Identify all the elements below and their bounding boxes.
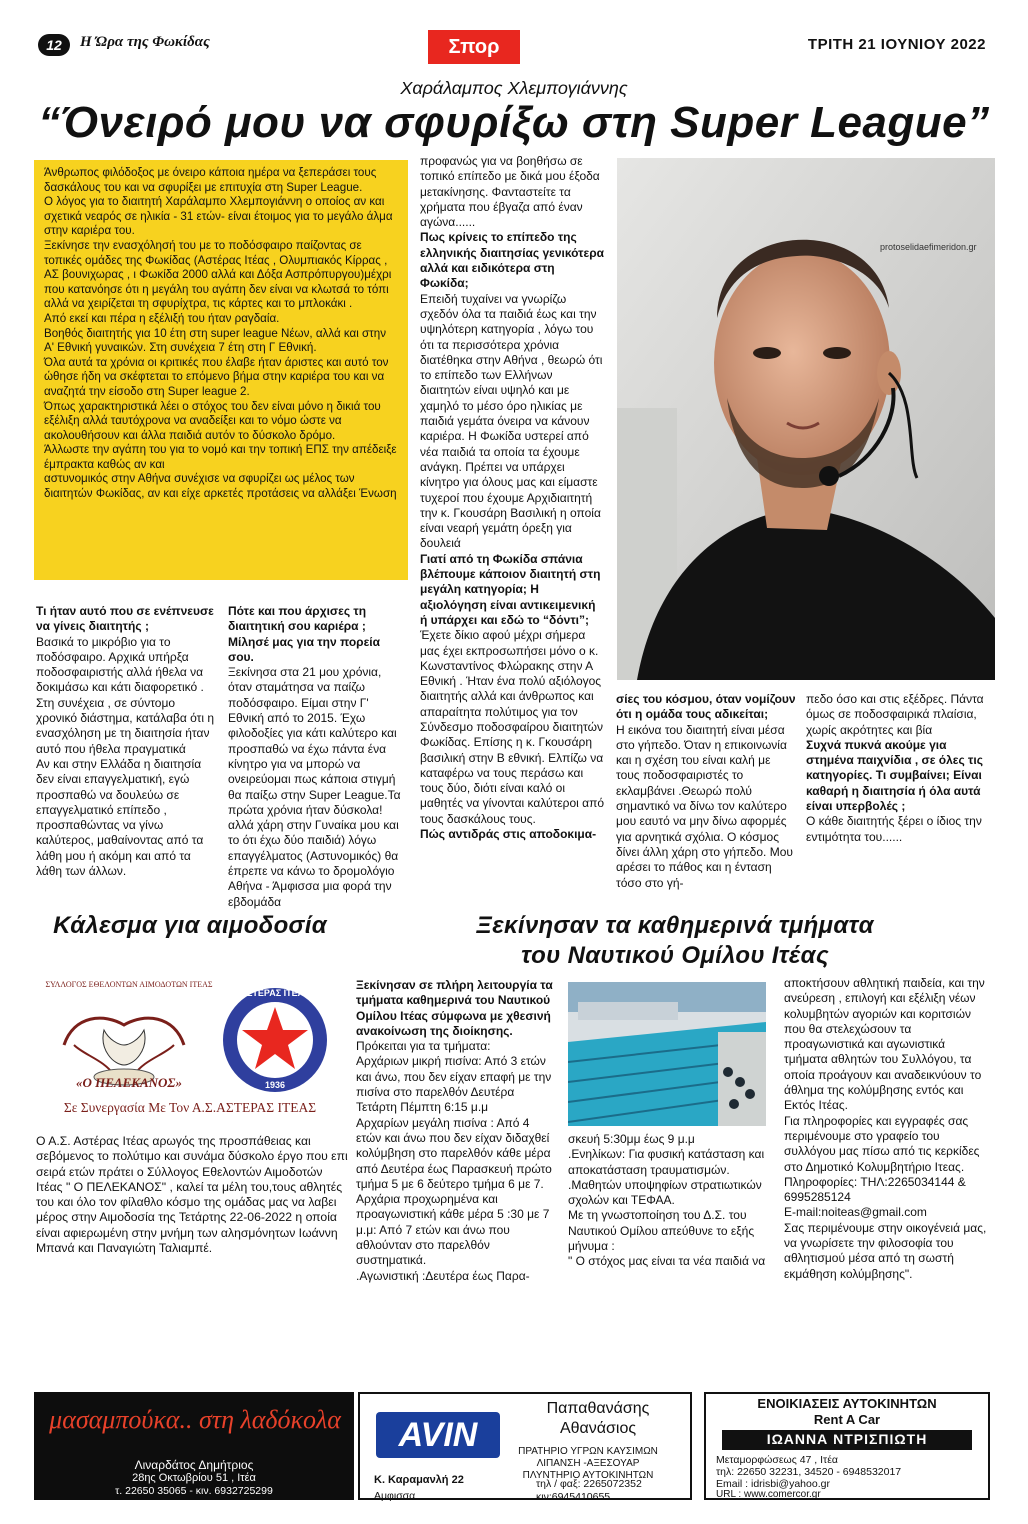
question-paragraph: σίες του κόσμου, όταν νομίζουν ότι η ομάδα τους αδικείται; — [616, 692, 796, 722]
ad2-line-2: ΛΙΠΑΝΣΗ -ΑΞΕΣΟΥΑΡ — [536, 1458, 640, 1469]
question-paragraph: Συχνά πυκνά ακούμε για στημένα παιχνίδια , σε όλες τις κατηγορίες. Τι συμβαίνει; Είναι καθαρή η διαιτησία ή όλα αυτά είναι υπερβολές ; — [806, 737, 983, 814]
question-paragraph: Ξεκίνησαν σε πλήρη λειτουργία τα τμήματα καθημερινά του Ναυτικού Ομίλου Ιτέας σύμφωνα με χθεσινή ανακοίνωση της διοίκησης. — [356, 978, 553, 1038]
body-paragraph: Αρχάριων μικρή πισίνα: Από 3 ετών και άνω, που δεν είχαν επαφή με την πισίνα στο παρελθόν Δευτέρα Τετάρτη Πέμπτη 6:15 μ.μ — [356, 1054, 552, 1115]
question-paragraph: Πώς αντιδράς στις αποδοκιμα- — [420, 827, 597, 842]
blood-body: Ο Α.Σ. Αστέρας Ιτέας αρωγός της προσπάθειας και σεβόμενος το πολύτιμο και συνάμα δύσκολο έργο που επι σειρά ετών πράτει ο Σύλλογος Εθελοντών Αιμοδοτών Ιτέας " Ο ΠΕΛΕΚΑΝΟΣ" , καλεί τα μέλη του,τους αθλητές του και όλο τον φίλαθλο κόσμο της ομάδας μας να λαβει μέρος στην Αιμοδοσία της Τετάρτης 22-06-2022 η οποία είναι αφιερωμένη στην μνήμη των αλησμόνητων Ιωάννη Μπανά και Παναγιώτη Ταλιαμπέ. — [36, 1134, 348, 1256]
ad3-title: ΕΝΟΙΚΙΑΣΕΙΣ ΑΥΤΟΚΙΝΗΤΩΝ — [757, 1396, 937, 1411]
swim-heading-line-2: του Ναυτικού Ομίλου Ιτέας — [521, 942, 829, 969]
ad3-address: Μεταμορφώσεως 47 , Ιτέα — [716, 1454, 838, 1466]
ad2-city: Αμφισσα — [374, 1490, 416, 1502]
body-paragraph: Για πληροφορίες και εγγραφές σας περιμένουμε στο γραφείο του συλλόγου μας πίσω από τις κερκίδες στο Δημοτικό Κολυμβητήριο Ιτεας. — [784, 1113, 980, 1174]
ad2-owner-2: Αθανάσιος — [559, 1420, 637, 1437]
body-paragraph: Επειδή τυχαίνει να γνωρίζω σχεδόν όλα τα παιδιά έως και την υψηλότερη κατηγορία , λόγω του ότι τα περισσότερα χρόνια διατέθηκα στην Αθήνα , θεωρώ ότι το επίπεδο των Ελλήνων διαιτητών είναι υψηλό και με χαμηλό το μέσο όρο ηλικίας με παιδιά γεμάτα όνειρα να κάνουν καριέρα. Η Φωκίδα υστερεί από νέα παιδιά τα οποία τα έχουμε ανάγκη. Πρέπει να υπάρχει κίνητρο για όλους μας και είμαστε τυχεροί που έχουμε Αρχιδιαιτητή την κ. Γκουσάρη Βασιλική η οποία είναι νεαρή γεμάτη όρεξη για δουλειά — [420, 291, 603, 551]
body-paragraph: πεδο όσο και στις εξέδρες. Πάντα όμως σε ποδοσφαιρικά πλαίσια, χωρίς ακρότητες και βία — [806, 692, 984, 737]
ad3-phone: τηλ: 22650 32231, 34520 - 6948532017 — [716, 1466, 902, 1478]
swim-heading-line-1: Ξεκίνησαν τα καθημερινά τμήματα — [476, 912, 874, 939]
swim-column-left — [356, 978, 556, 1284]
asteras-badge — [220, 985, 330, 1095]
swim-column-middle — [568, 1132, 768, 1270]
intro-paragraph: Άνθρωπος φιλόδοξος με όνειρο κάποια ημέρα να ξεπεράσει τους δασκάλους του και να σφυρίξει με επιτυχία στη Super League. — [44, 166, 377, 194]
question-paragraph: Τι ήταν αυτό που σε ενέπνευσε να γίνεις διαιτητής ; — [36, 604, 214, 634]
page-number: 12 — [38, 34, 70, 56]
body-paragraph: E-mail:noiteas@gmail.com — [784, 1205, 927, 1220]
intro-paragraph: Άλλωστε την αγάπη του για το νομό και την τοπική ΕΠΣ την απέδειξε έμπρακτα καθώς αν και — [44, 443, 397, 471]
referee-photo — [617, 158, 995, 680]
section-label: Σπορ — [428, 30, 520, 64]
body-paragraph: προφανώς για να βοηθήσω σε τοπικό επίπεδο με δικά μου έξοδα μετακίνησης. Φανταστείτε τα χρήματα που έβγαζα από έναν αγώνα...... — [420, 154, 600, 230]
intro-paragraph: Ξεκίνησε την ενασχόλησή του με το ποδόσφαιρο παίζοντας σε τοπικές ομάδες της Φωκίδας (Αστέρας Ιτέας , Ολυμπιακός Κίρρας , ΑΣ βουνιχωρας , ι Φωκίδα 2000 αλλά και Δόξα Ασπρόπυργου)μέχρι που κατανόησε ότι η μεγάλη του αγάπη δεν είναι να κλωτσά το τόπι αλλά να χειρίζεται τη σφυρίχτρα, τις κάρτες και το μπλοκάκι . — [44, 238, 392, 311]
star-badge-icon — [220, 985, 330, 1095]
pool-photo — [568, 982, 766, 1126]
ad3-subtitle: Rent A Car — [813, 1412, 881, 1427]
body-paragraph: Αρχάρια προχωρημένα και προαγωνιστική κάθε μέρα 5 :30 με 7 μ.μ: Από 7 ετών και άνω που αθλούνταν στο παρελθόν συστηματικά. — [356, 1192, 550, 1268]
watermark-text: protoselidaefimeridon.gr — [880, 242, 977, 252]
pelican-name: «Ο ΠΕΛΕΚΑΝΟΣ» — [76, 1075, 182, 1090]
ad1-phones: τ. 22650 35065 - κιν. 6932725299 — [115, 1485, 273, 1497]
ad-masampouka — [34, 1392, 354, 1500]
avin-brand: AVIN — [398, 1416, 478, 1454]
ad1-address: 28ης Οκτωβρίου 51 , Ιτέα — [132, 1472, 256, 1484]
body-paragraph: Αν και στην Ελλάδα η διαιτησία δεν είναι επαγγελματική, εγώ προσπαθώ να δουλεύω σε επαγγελματικό επίπεδο , προσπαθώντας να γίνω καλύτερος, μαθαίνοντας από τα λάθη μου ή ακόμη και από τα λάθη των άλλων. — [36, 756, 204, 879]
intro-paragraph: Από εκεί και πέρα η εξέλιξή του ήταν ραγδαία. — [44, 311, 280, 325]
body-paragraph: Βασικά το μικρόβιο για το ποδόσφαιρο. Αρχικά υπήρξα ποδοσφαιριστής αλλά ήθελα να δοκιμάσω και κάτι διαφορετικό . Στη συνέχεια , σε σύντομο χρονικό διάστημα, κατάλαβα ότι η ενασχόληση με τη διαιτησία ήταν αυτό που ήθελα πραγματικά — [36, 634, 215, 756]
body-paragraph: " Ο στόχος μας είναι τα νέα παιδιά να — [568, 1254, 766, 1269]
ad2-phone: τηλ / φαξ: 2265072352 — [536, 1478, 642, 1490]
intro-paragraph: Όπως χαρακτηριστικά λέει ο στόχος του δεν είναι μόνο η δικιά του εξέλιξη αλλά ταυτόχρονα να αναδείξει και το νόμο ώστε να ακολουθήσουν και άλλα παιδιά αυτόν το δύσκολο δρόμο. — [44, 399, 381, 442]
ad3-name: ΙΩΑΝΝΑ ΝΤΡΙΣΠΙΩΤΗ — [766, 1431, 928, 1447]
ad3-name-bar — [722, 1430, 972, 1450]
avin-logo — [376, 1412, 500, 1458]
body-paragraph: Αρχαρίων μεγάλη πισίνα : Από 4 ετών και άνω που δεν είχαν διδαχθεί κολύμβηση στο παρελθόν κάθε μέρα από Δευτέρα έως Παρασκευή πρώτο τμήμα 5 με 6 δεύτερο τμήμα 6 με 7. — [356, 1115, 552, 1191]
asteras-year: 1936 — [264, 1080, 286, 1090]
article-author: Χαράλαμπος Χλεμπογιάννης — [400, 78, 628, 98]
body-paragraph: .Αγωνιστική :Δευτέρα έως Παρα- — [356, 1268, 530, 1283]
intro-paragraph: Όλα αυτά τα χρόνια οι κριτικές που έλαβε ήταν άριστες και αυτό τον ώθησε ήδη να σκέφτεται το επόμενο βήμα στην καριέρα του και να αναζητά την είσοδο στη Super league 2. — [44, 355, 389, 398]
body-paragraph: σκευή 5:30μμ έως 9 μ.μ — [568, 1132, 695, 1146]
body-paragraph: Η εικόνα του διαιτητή είναι μέσα στο γήπεδο. Όταν η επικοινωνία και η σχέση του είναι καλή με τους ποδοσφαιριστές το εκλαμβάνει .Θεωρώ πολύ σημαντικό να δίνω τον καλύτερο μου εαυτό να μην δίνω αφορμές για αρνητικά σχόλια. Ο κόσμος δίνει άλλη χάρη στο γήπεδο. Μου αρέσει το πάθος και η ένταση τόσο στο γή- — [616, 722, 793, 890]
ad-rent-a-car — [704, 1392, 990, 1500]
ad2-address: Κ. Καραμανλή 22 — [374, 1474, 464, 1486]
portrait-illustration — [617, 158, 995, 680]
body-paragraph: Ξεκίνησα στα 21 μου χρόνια, όταν σταμάτησα να παίζω ποδόσφαιρο. Είμαι στην Γ' Εθνική από το 2015. Έχω φιλοδοξίες για κάτι καλύτερο και προσπαθώ να έχω πάντα ένα κίνητρο για να μπορώ να ονειρεύομαι πως κάποια στιγμή θα παίξω στην Super League.Τα πρώτα χρόνια ήταν δύσκολα! αλλά χάρη στην Γυναίκα μου και το ότι έχω δύο παιδιά) λόγω επαγγέλματος (Αστυνομικός) θα έπρεπε να κάνω το δρομολόγιο Αθήνα - Άμφισσα μια φορά την εβδομάδα — [228, 665, 401, 909]
article-headline: “Όνειρό μου να σφυρίξω στη Super League” — [38, 98, 990, 147]
ad2-mobile: κιν:6945410655 — [536, 1491, 611, 1503]
ad-avin — [358, 1392, 692, 1503]
question-paragraph: Γιατί από τη Φωκίδα σπάνια βλέπουμε κάποιον διαιτητή στη μεγάλη κατηγορία; Η αξιολόγηση είναι αντικειμενική ή υπάρχει και εδώ το “δόντι”; — [420, 551, 601, 627]
article-column-2 — [228, 604, 408, 910]
article-column-4 — [616, 692, 796, 891]
body-paragraph: Πληροφορίες: ΤΗΛ:2265034144 & 6995285124 — [784, 1174, 966, 1205]
blood-heading: Κάλεσμα για αιμοδοσία — [53, 912, 327, 939]
ad1-title: μασαμπούκα.. στη λαδόκολα — [49, 1405, 341, 1434]
body-paragraph: .Ενηλίκων: Για φυσική κατάσταση και αποκατάσταση τραυματισμών. — [568, 1147, 765, 1177]
ad2-owner-1: Παπαθανάσης — [546, 1400, 650, 1417]
question-paragraph: Πως κρίνεις το επίπεδο της ελληνικής διαιτησίας γενικότερα αλλά και ειδικότερα στη Φωκίδα; — [420, 230, 604, 291]
ad2-line-1: ΠΡΑΤΗΡΙΟ ΥΓΡΩΝ ΚΑΥΣΙΜΩΝ — [518, 1446, 658, 1457]
body-paragraph: Ο κάθε διαιτητής ξέρει ο ίδιος την εντιμότητα του...... — [806, 814, 982, 844]
intro-paragraph: αστυνομικός στην Αθήνα συνέχισε να σφυρίζει ως μέλος των διαιτητών Φωκίδας, αν και είχε αρκετές προτάσεις να αλλάξει Ένωση — [44, 472, 397, 501]
question-paragraph: Πότε και που άρχισες τη διαιτητική σου καριέρα ; Μίλησέ μας για την πορεία σου. — [228, 604, 381, 664]
ad2-line-3: ΠΛΥΝΤΗΡΙΟ ΑΥΤΟΚΙΝΗΤΩΝ — [522, 1470, 654, 1481]
ad1-name: Λιναρδάτος Δημήτριος — [134, 1458, 254, 1472]
body-paragraph: Σας περιμένουμε στην οικογένειά μας, να γνωρίσετε την φιλοσοφία του αθλητισμού μέσα από τη σωστή εκμάθηση κολύμβησης". — [784, 1220, 987, 1281]
asteras-ring-text: ΑΣΤΕΡΑΣ ΙΤΕΑΣ — [240, 988, 310, 998]
intro-box — [34, 160, 408, 580]
intro-paragraph: Βοηθός διαιτητής για 10 έτη στη super league Νέων, αλλά και στην Α' Εθνική γυναικών. Στη συνέχεια 7 έτη στη Γ Εθνική. — [44, 326, 387, 355]
body-paragraph: Έχετε δίκιο αφού μέχρι σήμερα μας έχει εκπροσωπήσει μόνο ο κ. Κωνσταντίνος Φλώρακης στην Α Εθνική . Ήταν ένα πολύ αξιόλογος διαιτητής αλλά και άνθρωπος και απαραίτητα πολύτιμος για τον Σύνδεσμο ποδοσφαίρου διαιτητών Φωκίδας. Επίσης η κ. Γκουσάρη βασιλική στην Β εθνική. Ελπίζω να καταφέρω να τους περάσω και τους δύο, διότι είναι καλό οι μαθητές να γίνονται καλύτεροι από τους δασκάλους τους. — [420, 628, 605, 826]
intro-paragraph: Ο λόγος για το διαιτητή Χαράλαμπο Χλεμπογιάννη ο οποίος αν και σχετικά νεαρός σε ηλικία - 31 ετών- είναι έτοιμος για το μεγάλο άλμα στην καριέρα του. — [44, 195, 393, 238]
body-paragraph: .Μαθητών υποψηφίων στρατιωτικών σχολών και ΤΕΦΑΑ. — [568, 1177, 762, 1208]
body-paragraph: Με τη γνωστοποίηση του Δ.Σ. του Ναυτικού Ομίλου απεύθυνε το εξής μήνυμα : — [568, 1208, 755, 1254]
article-column-5 — [806, 692, 992, 845]
body-paragraph: αποκτήσουν αθλητική παιδεία, και την ανεύρεση , επιλογή και εξέλιξη νέων κολυμβητών αγοριών και κοριτσιών που θα στελεχώσουν τα προαγωνιστικά και αγωνιστικά τμήματα αθλητών του Συλλόγου, τα οποία προάγουν και αναδεικνύουν το άθλημα της κολύμβησης εντός και Εκτός Ιτέας. — [784, 976, 985, 1113]
pool-illustration — [568, 982, 766, 1126]
article-column-3 — [420, 154, 606, 842]
issue-date: ΤΡΙΤΗ 21 ΙΟΥΝΙΟΥ 2022 — [807, 36, 986, 53]
ad3-url: URL : www.comercor.gr — [716, 1489, 821, 1500]
ad3-email: Email : idrisbi@yahoo.gr — [716, 1478, 830, 1490]
pelican-arc-text: ΣΥΛΛΟΓΟΣ ΕΘΕΛΟΝΤΩΝ ΑΙΜΟΔΟΤΩΝ ΙΤΕΑΣ — [45, 980, 213, 989]
newspaper-name: Η Ώρα της Φωκίδας — [80, 34, 210, 50]
cooperation-line: Σε Συνεργασία Με Τον Α.Σ.ΑΣΤΕΡΑΣ ΙΤΕΑΣ — [63, 1100, 317, 1115]
swim-column-right — [784, 976, 990, 1282]
body-paragraph: Πρόκειται για τα τμήματα: — [356, 1039, 491, 1054]
article-column-1 — [36, 604, 216, 879]
